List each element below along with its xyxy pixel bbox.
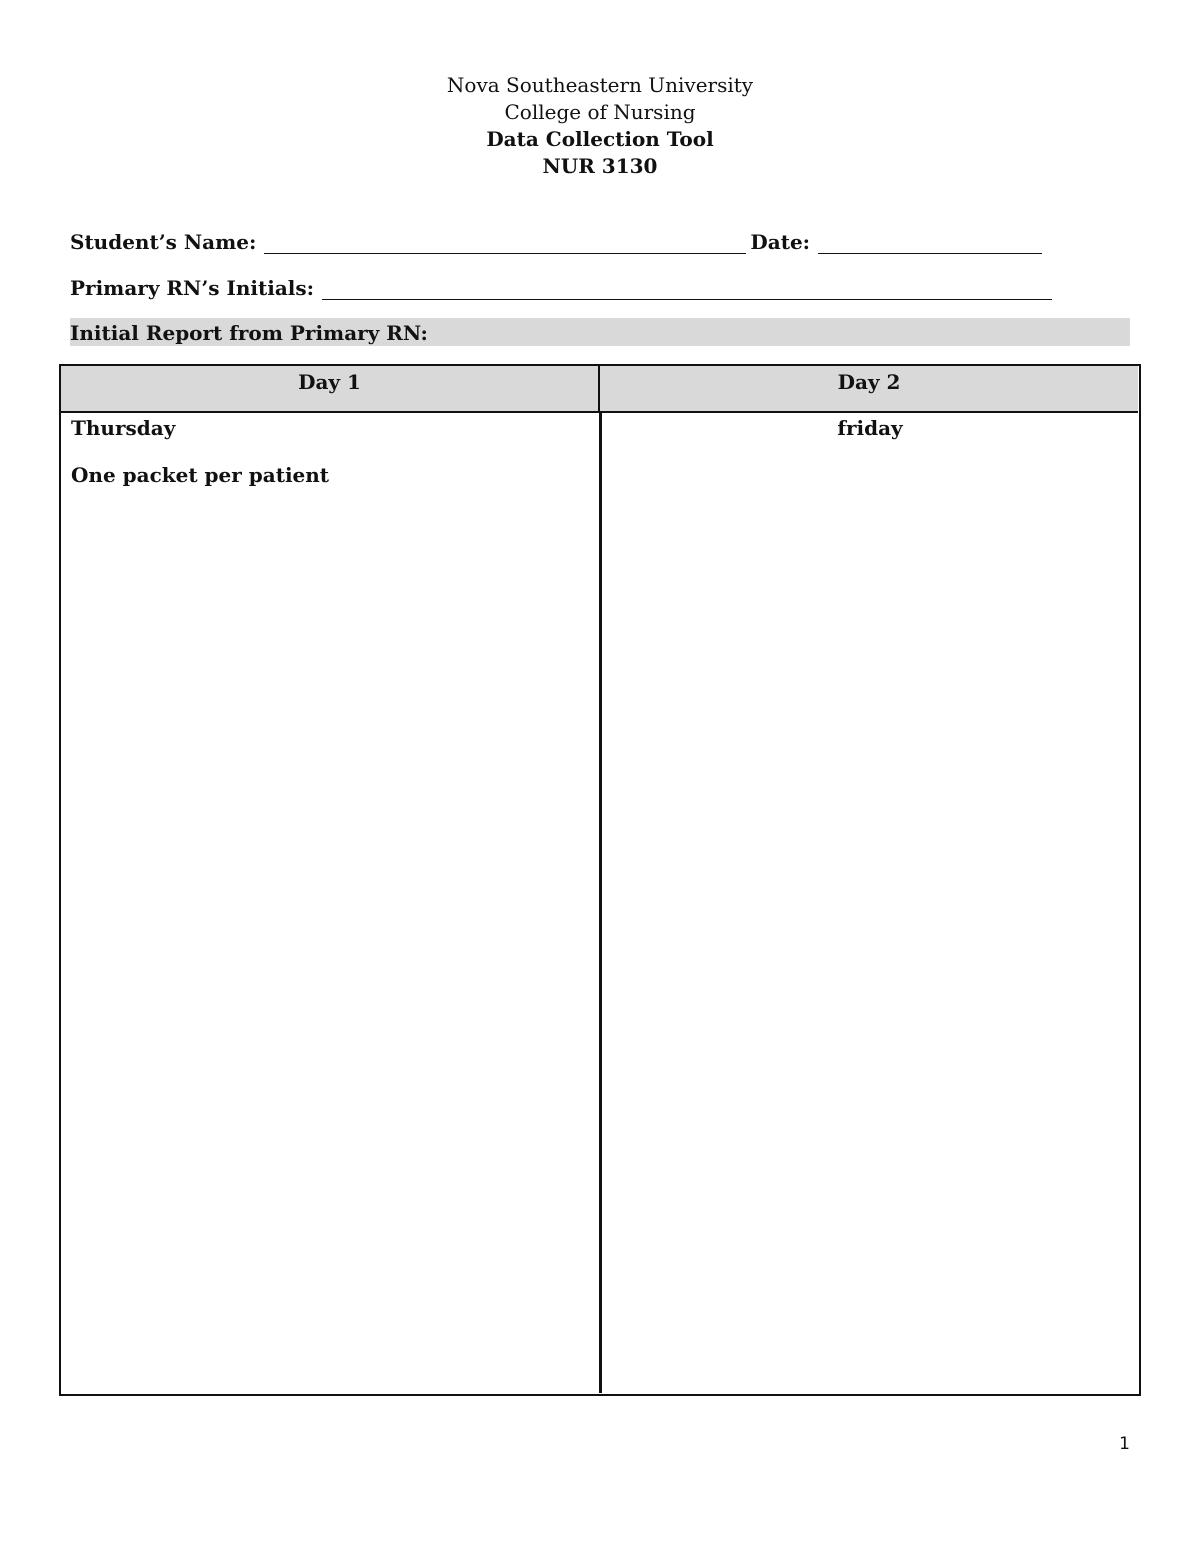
college-name: College of Nursing [504,100,696,124]
day-2-header: Day 2 [600,366,1138,413]
column-divider [599,413,602,1393]
day-1-line: One packet per patient [71,463,330,487]
day-1-line: Thursday [71,416,176,440]
primary-rn-label: Primary RN’s Initials: [70,276,315,300]
university-name: Nova Southeastern University [446,73,754,97]
primary-rn-row [70,272,1052,300]
tool-title: Data Collection Tool [486,127,714,151]
day-1-header: Day 1 [61,366,600,413]
initial-report-heading: Initial Report from Primary RN: [70,318,1130,346]
day-2-cell[interactable] [602,413,1138,443]
primary-rn-field[interactable] [322,279,1052,300]
course-code: NUR 3130 [542,154,658,178]
student-name-label: Student’s Name: [70,230,257,254]
student-date-row [70,226,1042,254]
day-1-cell[interactable] [71,413,591,490]
page-number: 1 [1119,1434,1130,1454]
day-table [59,364,1141,1396]
day-2-line: friday [837,416,903,440]
student-name-field[interactable] [264,233,746,254]
date-label: Date: [750,230,811,254]
date-field[interactable] [818,233,1042,254]
document-header [0,72,1200,180]
